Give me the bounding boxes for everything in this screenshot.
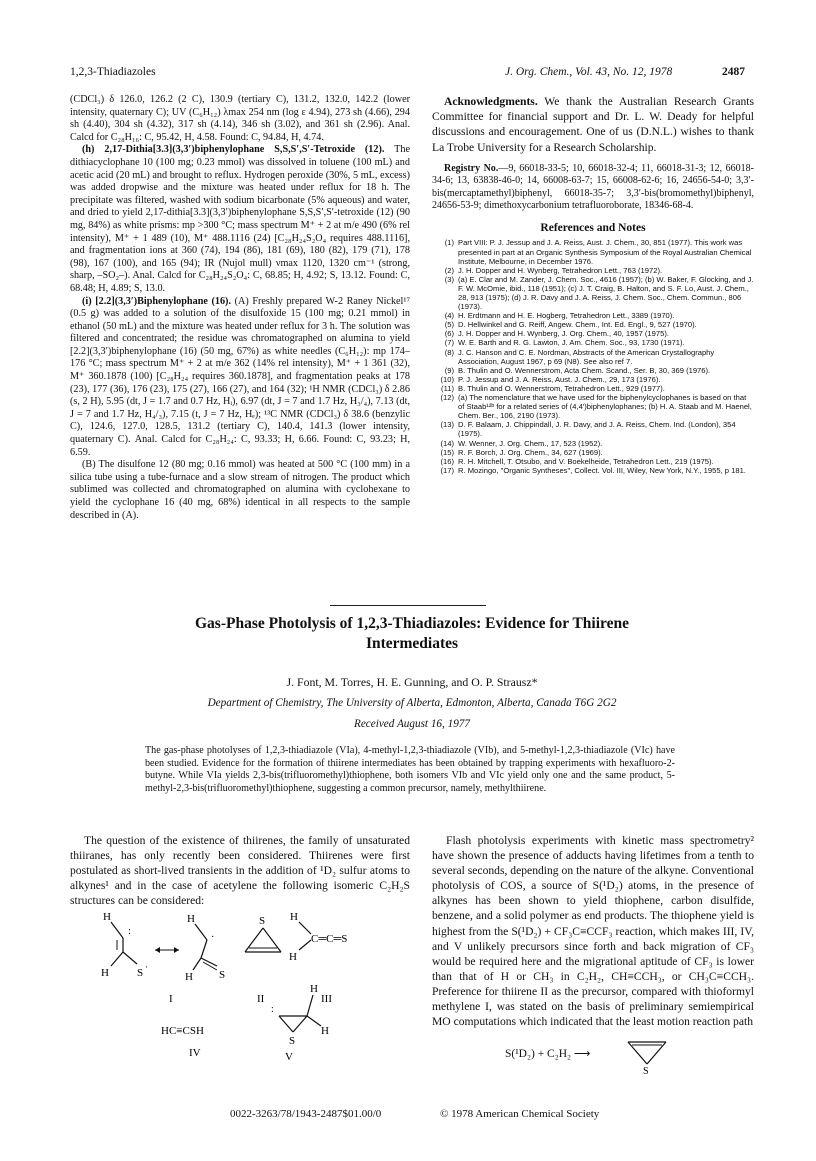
structure-iv-formula: HC≡CSH xyxy=(161,1025,204,1037)
reference-text: B. Thulin and O. Wennerstrom, Acta Chem. Scand., Ser. B, 30, 369 (1976). xyxy=(458,365,711,375)
procedure-i-body: (A) Freshly prepared W-2 Raney Nickel¹⁷ (0.5 g) was added to a solution of the disulfoxide 15 (100 mg; 0.21 mmol) in ethanol (50 mL) and the mixture was heated under reflux for 3 h. The solution was filtered and concentrated; the residue was chromatographed on alumina to yield [2.2](3,3′)biphenylophane (16) (50 mg, 67%) as white needles (C₆H₁₂): mp 174–176 °C; mass spectrum M⁺ + 2 at m/e 362 (14% rel intensity), M⁺ + 1 361 (32), M⁺ 360.1878 (100) [C₂₈H₂₄ requires 360.1878], and fragmentation peaks at 178 (23), 177 (36), 176 (23), 175 (27), 166 (27), and 164 (32); ¹H NMR (CDCl₃) δ 2.86 (s, 2 H), 5.95 (dt, J = 1.7 and 0.7 Hz, Hᵢ), 6.97 (dt, J = 7 and 1.7 Hz, H₃/₄), 7.13 (dt, J = 7 and 1.7 Hz, H₄/₃), 7.15 (t, J = 7 Hz, Hₑ); ¹³C NMR (CDCl₃) δ 38.6 (benzylic C), 124.6, 127.0, 128.5, 131.2 (tertiary C), 140.4, 141.3 (lower intensity, quaternary C). Anal. Calcd for C₂₈H₂₄: C, 93.33; H, 6.66. Found: C, 93.23; H, 6.59. xyxy=(70,295,410,458)
reference-item xyxy=(432,366,754,375)
reference-item xyxy=(432,466,754,475)
svg-text:H: H xyxy=(310,983,318,995)
article-title-line2: Intermediates xyxy=(365,635,459,652)
reference-item xyxy=(432,348,754,366)
reference-text: J. C. Hanson and C. E. Nordman, Abstracts of the American Crystallography Association, August 1967, p 69 (N8). See also ref 7. xyxy=(458,347,715,366)
reference-text: J. H. Dopper and H. Wynberg, Tetrahedron Lett., 763 (1972). xyxy=(458,265,663,275)
svg-text:H: H xyxy=(289,951,297,963)
svg-text::: : xyxy=(128,925,132,937)
svg-text:H: H xyxy=(101,967,109,979)
structure-ii xyxy=(245,915,281,952)
reference-text: W. Wenner, J. Org. Chem., 17, 523 (1952). xyxy=(458,438,603,448)
svg-text:·: · xyxy=(211,932,215,943)
nmr-paragraph: (CDCl₃) δ 126.0, 126.2 (2 C), 130.9 (tertiary C), 131.2, 132.0, 142.2 (lower intensity, quaternary C); UV (C₆H₁₂) λmax 254 nm (log ε 4.94), 273 sh (4.66), 294 sh (4.40), 304 sh (4.32), 317 sh (4.14), 346 sh (3.02), and 361 sh (2.96). Anal. Calcd for C₂₈H₁₆: C, 95.42, H, 4.58. Found: C, 94.84, H, 4.74. xyxy=(70,94,410,143)
reference-text: D. Hellwinkel and G. Reiff, Angew. Chem., Int. Ed. Engl., 9, 527 (1970). xyxy=(458,320,697,330)
reference-number: (8) xyxy=(444,347,454,357)
reference-number: (2) xyxy=(444,265,454,275)
procedure-h-body: The dithiacyclophane 10 (100 mg; 0.23 mmol) was dissolved in toluene (100 mL) and acetic acid (20 mL) and brought to reflux. Hydrogen peroxide (30%, 5 mL, excess) was added dropwise and the mixture was heated under reflux for 18 h. The precipitate was filtered, washed with sodium bicarbonate (5% aqueous) and water, and dried to yield 2,17-dithia[3.3](3,3′)biphenylophane S,S,S′,S′-tetroxide (12) (90 mg, 84%) as white prisms: mp >300 °C; mass spectrum M⁺ + 2 at m/e 490 (6% rel intensity), M⁺ + 1 489 (10), M⁺ 488.1116 (24) [C₂₈H₂₄S₂O₄ requires 488.1116], and fragmentation ions at 360 (74), 194 (86), 181 (69), 180 (82), 179 (71), 178 (98), 167 (100), and 165 (94); IR (Nujol mull) νmax 1120, 1320 cm⁻¹ (strong, sharp, –SO₂–). Anal. Calcd for C₂₈H₂₄S₂O₄: C, 68.85; H, 4.92; S, 13.12. Found: C, 68.48; H, 4.89; S, 13.0. xyxy=(70,144,410,294)
reference-text: R. H. Mitchell, T. Otsubo, and V. Boekelheide, Tetrahedron Lett., 219 (1975). xyxy=(458,456,714,466)
reference-text: B. Thulin and O. Wennerstrom, Tetrahedron Lett., 929 (1977). xyxy=(458,383,665,393)
reference-number: (10) xyxy=(440,374,454,384)
reference-number: (1) xyxy=(444,238,454,248)
reference-text: (a) The nomenclature that we have used for the biphenylcyclophanes is based on that of Staab¹²ᵇ for a related series of (4,4′)biphenylophanes; (b) H. A. Staab and M. Haenel, Chem. Ber., 106, 2190 (1973). xyxy=(458,393,752,421)
reference-number: (16) xyxy=(440,456,454,466)
label-iii: III xyxy=(321,993,332,1005)
running-head-left: 1,2,3-Thiadiazoles xyxy=(70,66,156,78)
reference-number: (13) xyxy=(440,420,454,430)
intro-paragraph: The question of the existence of thiirenes, the family of unsaturated thiiranes, has only recently been considered. Thiirenes were first postulated as short-lived transients in the addition of ¹D₂ sulfur atoms to alkynes¹ and in the case of acetylene the following isomeric C₂H₂S structures can be considered: xyxy=(70,834,410,908)
reaction-equation: S(¹D₂) + C₂H₂ ⟶ xyxy=(505,1048,591,1060)
structure-iii xyxy=(289,911,347,963)
footer-code: 0022-3263/78/1943-2487$01.00/0 xyxy=(230,1108,382,1120)
reference-number: (7) xyxy=(444,338,454,348)
svg-text:·: · xyxy=(145,962,148,972)
structure-i-resonance xyxy=(185,913,225,983)
registry-body: —9, 66018-33-5; 10, 66018-32-4; 11, 66018-31-3; 12, 66018-34-6; 13, 63838-46-0; 14, 66008-63-7; 15, 66008-62-6; 16, 24656-54-0; 3,3′-bis(mercaptamethyl)biphenyl, 66018-35-7; 3,3′-bis(bromomethyl)biphenyl, 24656-53-9; dimethoxycarbonium tetrafluoroborate, 18346-68-4. xyxy=(432,162,754,212)
resonance-arrow xyxy=(155,947,179,953)
c2h2s-isomer-structures xyxy=(85,900,415,1060)
svg-text:S: S xyxy=(289,1035,296,1047)
reference-item xyxy=(432,338,754,347)
intro-right xyxy=(432,833,754,1029)
reference-item xyxy=(432,393,754,420)
registry-heading: Registry No. xyxy=(444,162,499,174)
acknowledgments-heading: Acknowledgments. xyxy=(444,95,538,108)
reference-number: (15) xyxy=(440,447,454,457)
svg-text:H: H xyxy=(103,911,111,923)
intro-left xyxy=(70,833,410,908)
reference-number: (5) xyxy=(444,320,454,330)
reference-number: (4) xyxy=(444,311,454,321)
article-title xyxy=(70,614,754,654)
svg-text:H: H xyxy=(185,971,193,983)
svg-text::: : xyxy=(271,1004,274,1015)
svg-text:H: H xyxy=(321,1025,329,1037)
reference-number: (12) xyxy=(440,393,454,403)
reference-item xyxy=(432,384,754,393)
thiirene-product-structure xyxy=(620,1036,680,1076)
reference-number: (3) xyxy=(444,274,454,284)
page-number: 2487 xyxy=(722,66,745,78)
reference-text: R. Mozingo, "Organic Syntheses", Collect. Vol. III, Wiley, New York, N.Y., 1955, p 181. xyxy=(458,465,746,475)
reference-text: J. H. Dopper and H. Wynberg, J. Org. Chem., 40, 1957 (1975). xyxy=(458,329,669,339)
label-v: V xyxy=(285,1051,293,1060)
structure-iii-formula: C═C═S xyxy=(311,933,348,945)
reference-number: (17) xyxy=(440,465,454,475)
reference-text: (a) E. Clar and M. Zander, J. Chem. Soc., 4616 (1957); (b) W. Baker, F. Glocking, and J. F. W. McOmie, ibid., 118 (1951); (c) J. T. Craig, B. Halton, and S. F. Lo, Aust. J. Chem., 28, 913 (1975); (d) J. R. Davy and J. A. Reiss, J. Chem. Soc., Chem. Commun., 806 (1973). xyxy=(458,274,754,312)
svg-text:S: S xyxy=(219,969,226,981)
article-title-line1: Gas-Phase Photolysis of 1,2,3-Thiadiazoles: Evidence for Thiirene xyxy=(194,615,629,632)
flash-photolysis-paragraph: Flash photolysis experiments with kinetic mass spectrometry² have shown the presence of adducts having lifetimes from a tenth to several seconds, depending on the nature of the alkyne. Conventional photolysis of COS, a source of S(¹D₂) atoms, in the presence of alkynes has been shown to yield thiophene, carbon disulfide, benzene, and a solid polymer as end products. The thiophene yield is highest from the S(¹D₂) + CF₃C≡CCF₃ reaction, which makes III, IV, and V unlikely precursors since forth and back migration of CF₃ would be required here and the migrational aptitude of CF₃ is lower than that of H or CH₃ in C₂H₂, CH≡CCH₃, or CH₃C≡CCH₃. Preference for thiirene II as the precursor, compared with thioformyl methylene I, was stated on the basis of preliminary semiempirical MO computations which indicated that the least motion reaction path xyxy=(432,834,754,1029)
reference-number: (14) xyxy=(440,438,454,448)
acknowledgments-body: We thank the Australian Research Grants Committee for financial support and Dr. L. W. Deady for helpful discussions and encouragement. One of us (D.N.L.) wishes to thank La Trobe University for a Research Scholarship. xyxy=(432,95,754,154)
reference-item xyxy=(432,439,754,448)
reference-item xyxy=(432,238,754,265)
structure-i xyxy=(101,911,148,979)
reference-number: (6) xyxy=(444,329,454,339)
reference-item xyxy=(432,375,754,384)
label-ii: II xyxy=(257,993,265,1005)
received-date: Received August 16, 1977 xyxy=(354,718,470,730)
left-column xyxy=(70,94,410,522)
reference-text: H. Erdtmann and H. E. Hogberg, Tetrahedron Lett., 3389 (1970). xyxy=(458,311,675,321)
journal-citation: J. Org. Chem., Vol. 43, No. 12, 1978 xyxy=(505,66,673,78)
reference-item xyxy=(432,311,754,320)
affiliation: Department of Chemistry, The University of Alberta, Edmonton, Alberta, Canada T6G 2G2 xyxy=(207,697,617,709)
authors: J. Font, M. Torres, H. E. Gunning, and O. P. Strausz* xyxy=(286,675,538,689)
reference-item xyxy=(432,266,754,275)
registry-numbers xyxy=(432,163,754,213)
reference-text: Part VIII: P. J. Jessup and J. A. Reiss, Aust. J. Chem., 30, 851 (1977). This work was presented in part at an Organic Synthesis Symposium of the Royal Australian Chemical Institute, Melbourne, in December 1976. xyxy=(458,238,752,266)
footer-copyright: © 1978 American Chemical Society xyxy=(440,1108,600,1120)
svg-text:H: H xyxy=(187,913,195,925)
reference-number: (9) xyxy=(444,365,454,375)
procedure-i xyxy=(70,296,410,460)
svg-text:S: S xyxy=(643,1066,649,1076)
reference-text: D. F. Balaam, J. Chippindall, J. R. Davy, and J. A. Reiss, Chem. Ind. (London), 354 (1975). xyxy=(458,420,736,439)
label-iv: IV xyxy=(189,1047,201,1059)
reference-item xyxy=(432,448,754,457)
reference-item xyxy=(432,320,754,329)
procedure-h-heading: (h) 2,17-Dithia[3.3](3,3′)biphenylophane S,S,S′,S′-Tetroxide (12). xyxy=(82,144,385,156)
right-column xyxy=(432,94,754,475)
procedure-i-heading: (i) [2.2](3,3′)Biphenylophane (16). xyxy=(82,295,231,307)
reference-item xyxy=(432,457,754,466)
article-separator xyxy=(330,605,486,606)
reference-text: P. J. Jessup and J. A. Reiss, Aust. J. Chem., 29, 173 (1976). xyxy=(458,374,661,384)
procedure-h xyxy=(70,144,410,295)
abstract: The gas-phase photolyses of 1,2,3-thiadiazole (VIa), 4-methyl-1,2,3-thiadiazole (VIb), and 5-methyl-1,2,3-thiadiazole (VIc) have been studied. Evidence for the formation of thiirene intermediates has been obtained by trapping experiments with hexafluoro-2-butyne. While VIa yields 2,3-bis(trifluoromethyl)thiophene, both isomers VIb and VIc yield only one and the same product, 5-methyl-2,3-bis(trifluoromethyl)thiophene, suggesting a common precursor, namely, methylthiirene. xyxy=(145,745,675,794)
procedure-b: (B) The disulfone 12 (80 mg; 0.16 mmol) was heated at 500 °C (100 mm) in a silica tube using a tube-furnace and a slow stream of nitrogen. The product which sublimed was collected and chromatographed on alumina with cyclohexane to yield the cyclophane 16 (40 mg, 68%) identical in all respects to the sample described in (A). xyxy=(70,459,410,521)
reference-item xyxy=(432,329,754,338)
reference-item xyxy=(432,420,754,438)
reference-text: W. E. Barth and R. G. Lawton, J. Am. Chem. Soc., 93, 1730 (1971). xyxy=(458,338,685,348)
reference-number: (11) xyxy=(441,383,454,393)
svg-text:S: S xyxy=(259,915,266,927)
references-list xyxy=(432,238,754,474)
acknowledgments xyxy=(432,94,754,155)
references-heading: References and Notes xyxy=(540,222,646,235)
label-i: I xyxy=(169,993,173,1005)
svg-text:S: S xyxy=(137,967,144,979)
reference-item xyxy=(432,275,754,311)
reference-text: R. F. Borch, J. Org. Chem., 34, 627 (1969). xyxy=(458,447,603,457)
svg-text:H: H xyxy=(290,911,298,923)
